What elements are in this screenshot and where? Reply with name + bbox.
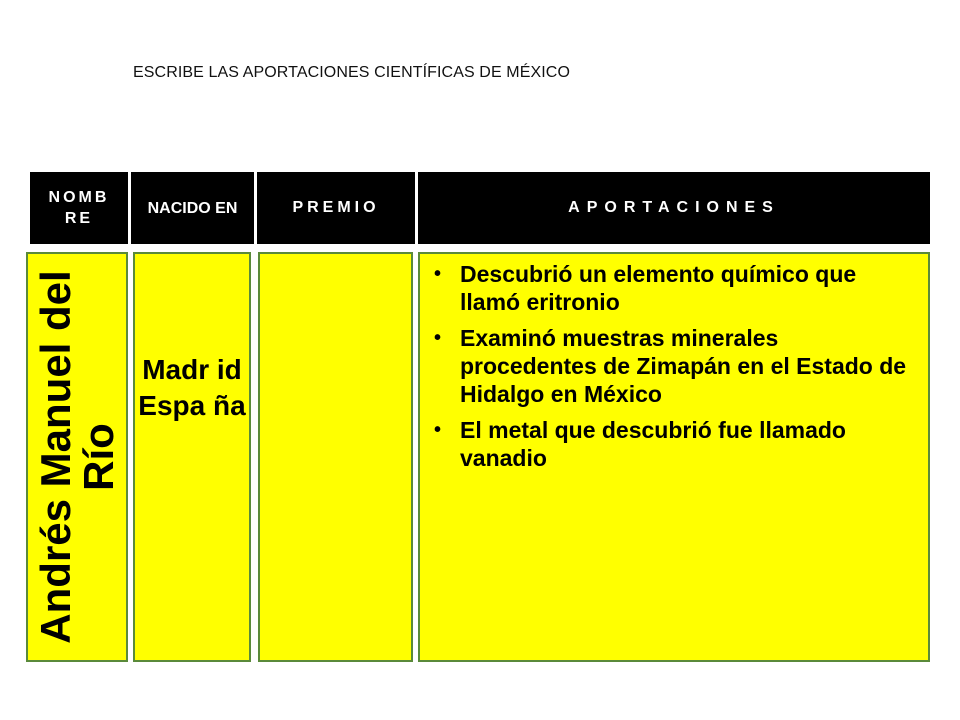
list-item: • El metal que descubrió fue llamado vanadio (426, 416, 920, 472)
list-item: • Descubrió un elemento químico que llamó eritronio (426, 260, 920, 316)
header-prize: PREMIO (257, 172, 415, 244)
header-contributions: APORTACIONES (418, 172, 930, 244)
page-heading: ESCRIBE LAS APORTACIONES CIENTÍFICAS DE MÉXICO (133, 64, 570, 81)
header-name: NOMB RE (30, 172, 128, 244)
cell-name (26, 252, 128, 662)
cell-born (133, 252, 251, 662)
cell-contributions (418, 252, 930, 662)
contributions-list (426, 260, 920, 480)
cell-prize (258, 252, 413, 662)
list-item: • Examinó muestras minerales procedentes de Zimapán en el Estado de Hidalgo en México (426, 324, 920, 408)
scientist-name: Andrés Manuel del Río (32, 270, 122, 644)
header-born: NACIDO EN (131, 172, 254, 244)
birthplace: Madr id Espa ña (138, 354, 246, 421)
